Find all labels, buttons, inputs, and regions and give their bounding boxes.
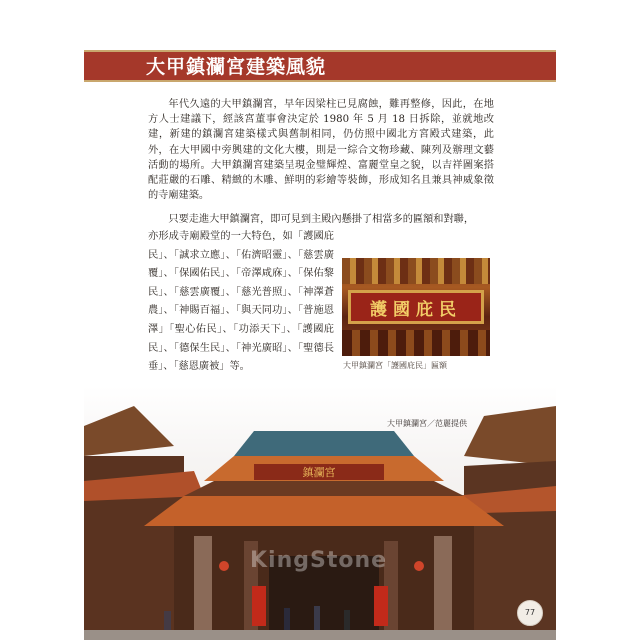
temple-photo <box>84 386 556 640</box>
plaques-paragraph-list: 亦形成寺廟殿堂的一大特色，如「護國庇民」、「誠求立應」、「佑濟昭靈」、「慈雲廣覆」、「保國佑民」、「帝澤咸庥」、「保佑黎民」、「慈雲廣覆」、「慈光普照」、「神澤蒼農」、「神賜百福」、「與天同功」、「普施恩澤」「聖心佑民」、「功添天下」、「護國庇民」、「德保生民」、「神光廣昭」、「聖德長垂」、「慈恩廣被」等。 <box>148 231 334 373</box>
temple-sign-text: 鎮瀾宮 <box>302 466 336 479</box>
intro-paragraph: 年代久遠的大甲鎮瀾宮，早年因梁柱已見腐蝕，難再整修，因此，在地方人士建議下，經該宮董事會決定於 1980 年 5 月 18 日拆除，並就地改建，新建的鎮瀾宮建築樣式與舊制相同，仍仿照中國北方宮殿式建築，此外，在大甲國中旁興建的文化大樓，則是一綜合文物珍藏、陳列及辦理文藝活動的場所。大甲鎮瀾宮建築呈現金璧輝煌、富麗堂皇之貌，以吉祥圖案搭配莊嚴的石雕、精緻的木雕、鮮明的彩繪等裝飾，形成知名且兼具神威象徵的寺廟建築。 <box>148 99 494 202</box>
plaque-photo <box>342 258 490 356</box>
title-banner <box>84 50 556 82</box>
plaque-lower-decor <box>342 330 490 356</box>
page-title: 大甲鎮瀾宮建築風貌 <box>146 56 327 78</box>
plaque-inscription: 護國庇民 <box>370 299 462 320</box>
photo-credit: 大甲鎮瀾宮／范麗提供 <box>387 419 467 428</box>
temple-illustration <box>84 386 556 640</box>
page-number: 77 <box>517 600 543 626</box>
plaque-caption: 大甲鎮瀾宮「護國庇民」匾額 <box>343 361 447 370</box>
plaque-beam-decor <box>342 258 490 284</box>
watermark: KingStone <box>250 548 388 573</box>
plaques-paragraph-lead: 只要走進大甲鎮瀾宮，即可見到主殿內懸掛了相當多的匾額和對聯， <box>168 214 475 225</box>
plaque-board <box>348 290 484 324</box>
